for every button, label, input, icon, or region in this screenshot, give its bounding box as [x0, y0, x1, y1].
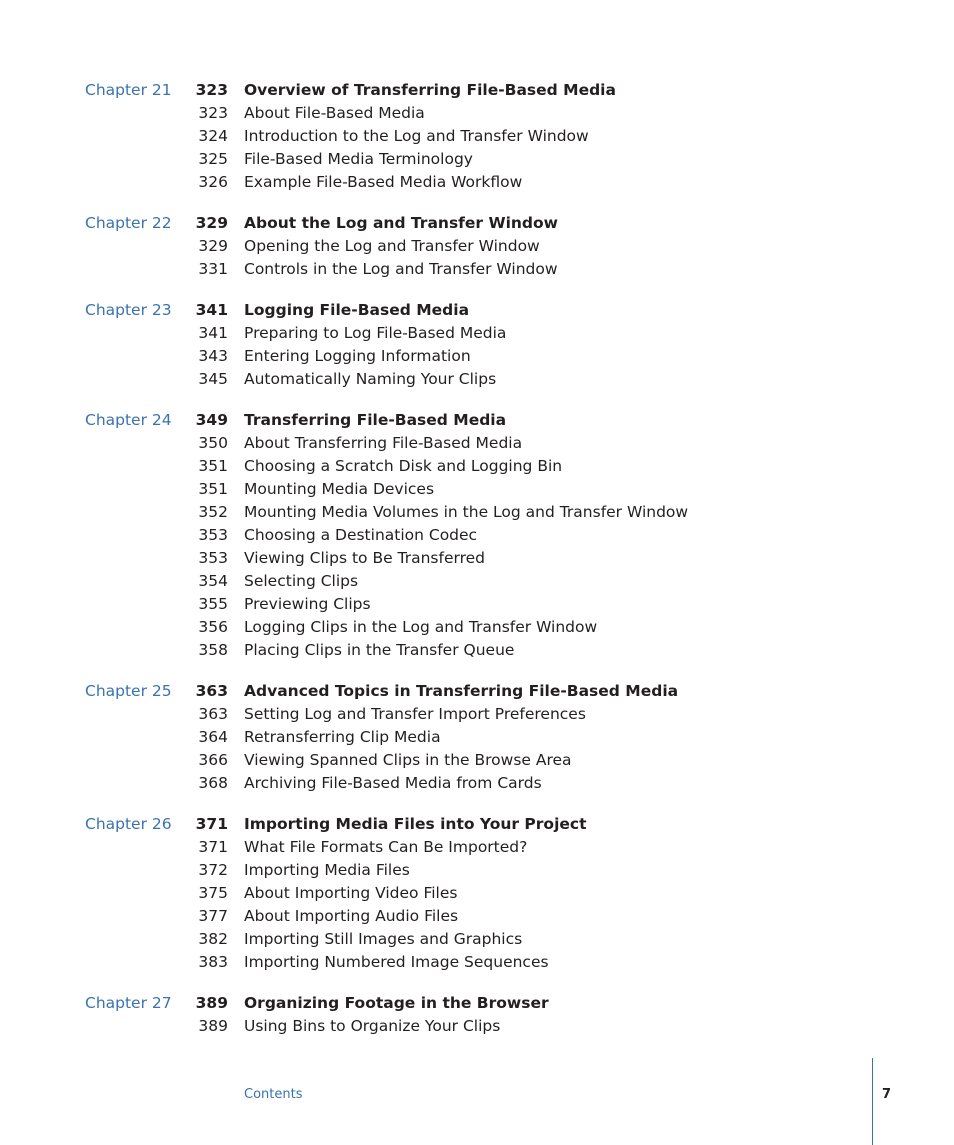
toc-entry[interactable] — [0, 409, 954, 432]
chapter-label[interactable]: Chapter 25 — [85, 682, 172, 700]
entry-title: About File-Based Media — [244, 104, 425, 122]
footer-divider — [872, 1058, 873, 1145]
entry-page-number: 389 — [195, 994, 228, 1012]
entry-page-number: 325 — [198, 150, 228, 168]
toc-entry[interactable] — [0, 992, 954, 1015]
toc-entry[interactable] — [0, 258, 954, 281]
toc-entry[interactable] — [0, 322, 954, 345]
entry-page-number: 355 — [198, 595, 228, 613]
toc-entry[interactable] — [0, 905, 954, 928]
entry-page-number: 377 — [198, 907, 228, 925]
entry-title: Importing Media Files into Your Project — [244, 815, 587, 833]
entry-page-number: 351 — [198, 480, 228, 498]
entry-title: Using Bins to Organize Your Clips — [244, 1017, 501, 1035]
entry-title: Logging File-Based Media — [244, 301, 470, 319]
entry-page-number: 382 — [198, 930, 228, 948]
toc-entry[interactable] — [0, 432, 954, 455]
toc-entry[interactable] — [0, 345, 954, 368]
entry-page-number: 354 — [198, 572, 228, 590]
entry-title: Overview of Transferring File-Based Media — [244, 81, 616, 99]
chapter-block — [0, 813, 954, 974]
entry-page-number: 352 — [198, 503, 228, 521]
chapter-label[interactable]: Chapter 27 — [85, 994, 172, 1012]
entry-title: Logging Clips in the Log and Transfer Window — [244, 618, 598, 636]
entry-title: Importing Still Images and Graphics — [244, 930, 523, 948]
toc-entry[interactable] — [0, 928, 954, 951]
chapter-block — [0, 299, 954, 391]
entry-title: Automatically Naming Your Clips — [244, 370, 497, 388]
entry-page-number: 350 — [198, 434, 228, 452]
toc-entry[interactable] — [0, 570, 954, 593]
toc-entry[interactable] — [0, 102, 954, 125]
entry-title: Choosing a Scratch Disk and Logging Bin — [244, 457, 563, 475]
entry-title: What File Formats Can Be Imported? — [244, 838, 528, 856]
toc-entry[interactable] — [0, 478, 954, 501]
entry-title: Advanced Topics in Transferring File-Based Media — [244, 682, 679, 700]
entry-title: Controls in the Log and Transfer Window — [244, 260, 558, 278]
entry-title: About Importing Video Files — [244, 884, 458, 902]
toc-entry[interactable] — [0, 501, 954, 524]
entry-title: Placing Clips in the Transfer Queue — [244, 641, 515, 659]
entry-title: Mounting Media Devices — [244, 480, 435, 498]
entry-page-number: 358 — [198, 641, 228, 659]
entry-title: Transferring File-Based Media — [244, 411, 507, 429]
chapter-block — [0, 79, 954, 194]
toc-entry[interactable] — [0, 368, 954, 391]
toc-entry[interactable] — [0, 235, 954, 258]
entry-title: File-Based Media Terminology — [244, 150, 473, 168]
entry-page-number: 363 — [198, 705, 228, 723]
entry-page-number: 368 — [198, 774, 228, 792]
entry-page-number: 323 — [198, 104, 228, 122]
toc-entry[interactable] — [0, 726, 954, 749]
entry-title: Importing Numbered Image Sequences — [244, 953, 549, 971]
toc-entry[interactable] — [0, 593, 954, 616]
entry-page-number: 356 — [198, 618, 228, 636]
entry-page-number: 353 — [198, 526, 228, 544]
toc-entry[interactable] — [0, 859, 954, 882]
chapter-block — [0, 409, 954, 662]
entry-title: Preparing to Log File-Based Media — [244, 324, 507, 342]
toc-entry[interactable] — [0, 703, 954, 726]
entry-title: Choosing a Destination Codec — [244, 526, 478, 544]
entry-title: Mounting Media Volumes in the Log and Transfer Window — [244, 503, 689, 521]
toc-entry[interactable] — [0, 212, 954, 235]
footer-section-label: Contents — [244, 1087, 303, 1102]
toc-entry[interactable] — [0, 547, 954, 570]
entry-title: About Importing Audio Files — [244, 907, 459, 925]
entry-page-number: 364 — [198, 728, 228, 746]
chapter-block — [0, 992, 954, 1038]
chapter-block — [0, 680, 954, 795]
entry-page-number: 349 — [195, 411, 228, 429]
toc-entry[interactable] — [0, 171, 954, 194]
toc-entry[interactable] — [0, 455, 954, 478]
chapter-label[interactable]: Chapter 26 — [85, 815, 172, 833]
entry-page-number: 329 — [198, 237, 228, 255]
footer-page-number: 7 — [882, 1087, 892, 1102]
entry-page-number: 345 — [198, 370, 228, 388]
entry-title: Opening the Log and Transfer Window — [244, 237, 540, 255]
toc-entry[interactable] — [0, 125, 954, 148]
toc-entry[interactable] — [0, 772, 954, 795]
toc-entry[interactable] — [0, 951, 954, 974]
toc-entry[interactable] — [0, 616, 954, 639]
entry-title: About the Log and Transfer Window — [244, 214, 558, 232]
entry-page-number: 383 — [198, 953, 228, 971]
entry-page-number: 375 — [198, 884, 228, 902]
entry-title: Example File-Based Media Workflow — [244, 173, 523, 191]
chapter-label[interactable]: Chapter 22 — [85, 214, 172, 232]
toc-entry[interactable] — [0, 1015, 954, 1038]
entry-page-number: 353 — [198, 549, 228, 567]
entry-page-number: 366 — [198, 751, 228, 769]
chapter-block — [0, 212, 954, 281]
chapter-label[interactable]: Chapter 24 — [85, 411, 172, 429]
entry-title: Retransferring Clip Media — [244, 728, 441, 746]
entry-title: Viewing Clips to Be Transferred — [244, 549, 485, 567]
entry-page-number: 371 — [198, 838, 228, 856]
toc-entry[interactable] — [0, 639, 954, 662]
entry-page-number: 326 — [198, 173, 228, 191]
toc-entry[interactable] — [0, 299, 954, 322]
toc-entry[interactable] — [0, 524, 954, 547]
entry-title: Introduction to the Log and Transfer Window — [244, 127, 589, 145]
entry-page-number: 343 — [198, 347, 228, 365]
entry-page-number: 341 — [198, 324, 228, 342]
chapter-label[interactable]: Chapter 23 — [85, 301, 172, 319]
entry-page-number: 341 — [195, 301, 228, 319]
entry-page-number: 323 — [195, 81, 228, 99]
entry-title: Previewing Clips — [244, 595, 371, 613]
entry-title: Setting Log and Transfer Import Preferences — [244, 705, 586, 723]
entry-title: About Transferring File-Based Media — [244, 434, 523, 452]
toc-entry[interactable] — [0, 680, 954, 703]
toc-entry[interactable] — [0, 79, 954, 102]
table-of-contents — [0, 79, 954, 1056]
entry-title: Importing Media Files — [244, 861, 410, 879]
entry-page-number: 331 — [198, 260, 228, 278]
entry-title: Selecting Clips — [244, 572, 359, 590]
entry-title: Entering Logging Information — [244, 347, 471, 365]
chapter-label[interactable]: Chapter 21 — [85, 81, 172, 99]
entry-page-number: 372 — [198, 861, 228, 879]
entry-title: Archiving File-Based Media from Cards — [244, 774, 542, 792]
toc-entry[interactable] — [0, 836, 954, 859]
toc-entry[interactable] — [0, 882, 954, 905]
toc-entry[interactable] — [0, 148, 954, 171]
entry-page-number: 363 — [195, 682, 228, 700]
entry-title: Organizing Footage in the Browser — [244, 994, 549, 1012]
entry-page-number: 389 — [198, 1017, 228, 1035]
entry-page-number: 351 — [198, 457, 228, 475]
toc-entry[interactable] — [0, 749, 954, 772]
entry-page-number: 329 — [195, 214, 228, 232]
toc-entry[interactable] — [0, 813, 954, 836]
entry-page-number: 324 — [198, 127, 228, 145]
entry-page-number: 371 — [195, 815, 228, 833]
entry-title: Viewing Spanned Clips in the Browse Area — [244, 751, 572, 769]
